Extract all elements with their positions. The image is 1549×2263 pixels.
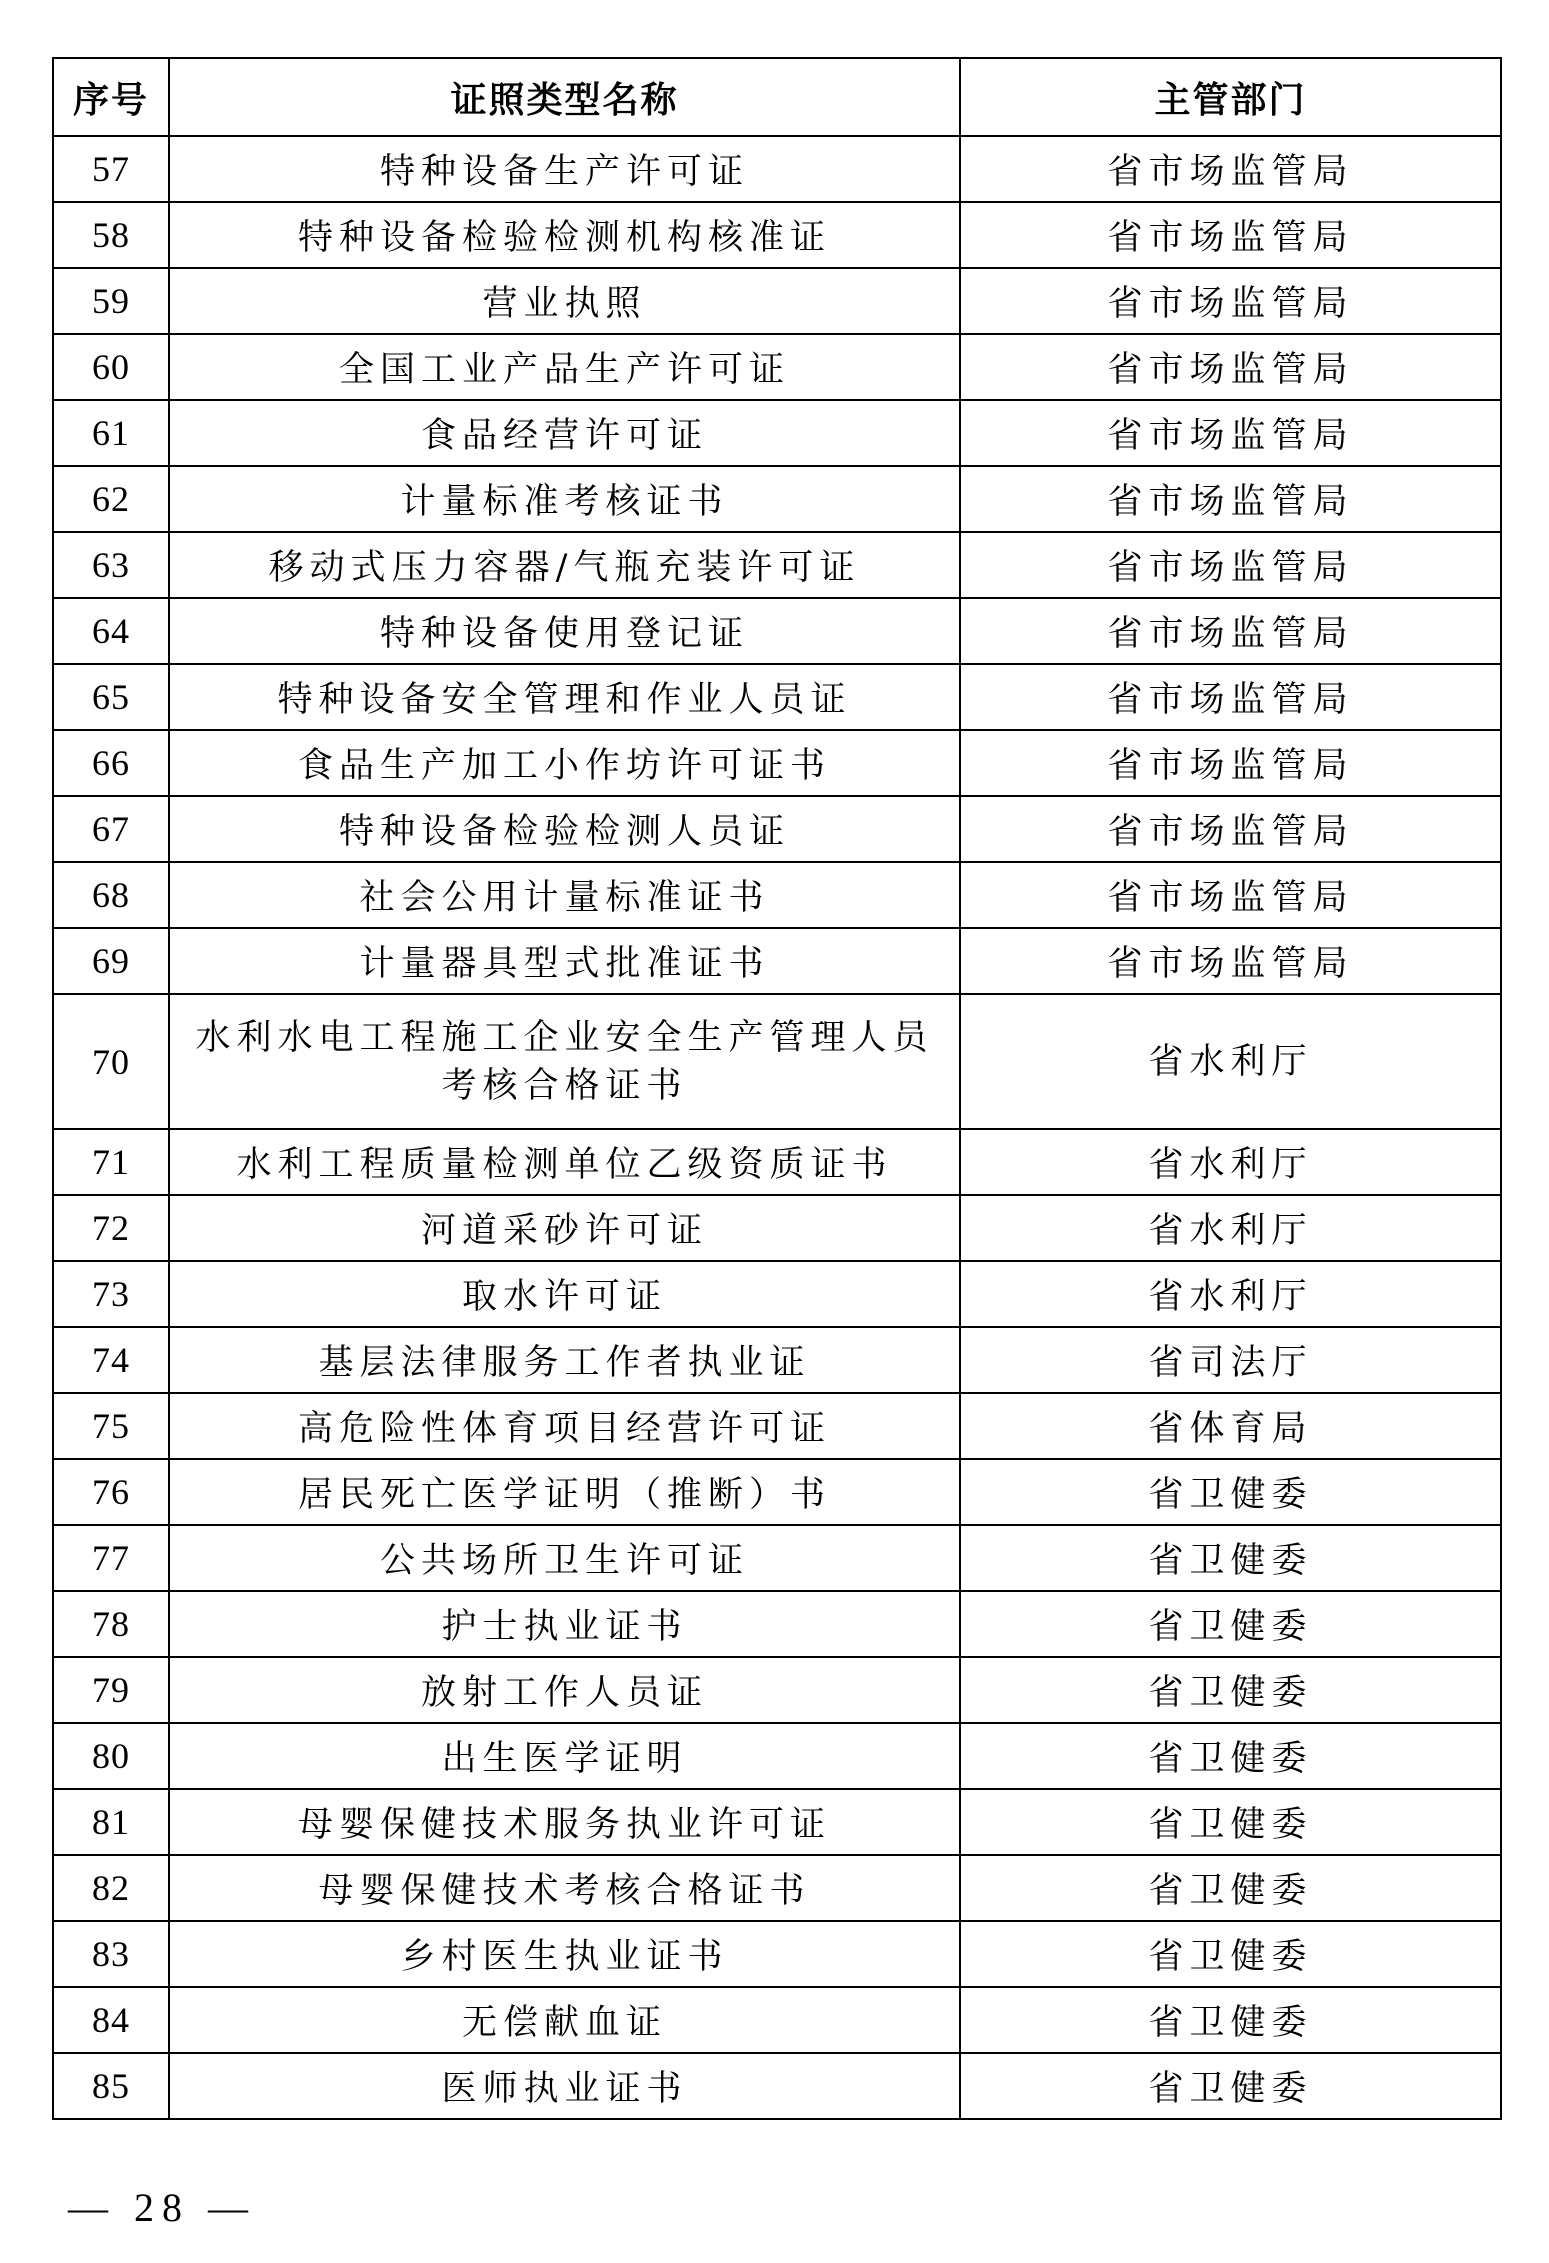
cell-department: 省卫健委 [960, 1723, 1501, 1789]
cell-department: 省市场监管局 [960, 202, 1501, 268]
cell-certificate-name: 居民死亡医学证明（推断）书 [169, 1459, 960, 1525]
table-row [53, 598, 1501, 664]
cell-department: 省市场监管局 [960, 796, 1501, 862]
cell-certificate-name: 放射工作人员证 [169, 1657, 960, 1723]
cell-serial-number: 76 [53, 1459, 169, 1525]
cell-department: 省卫健委 [960, 1855, 1501, 1921]
table-row [53, 334, 1501, 400]
cell-serial-number: 80 [53, 1723, 169, 1789]
cell-department: 省市场监管局 [960, 928, 1501, 994]
cell-serial-number: 69 [53, 928, 169, 994]
table-row [53, 466, 1501, 532]
cell-certificate-name: 全国工业产品生产许可证 [169, 334, 960, 400]
cell-certificate-name: 高危险性体育项目经营许可证 [169, 1393, 960, 1459]
table-row [53, 1261, 1501, 1327]
table-row [53, 1195, 1501, 1261]
cell-serial-number: 75 [53, 1393, 169, 1459]
cell-department: 省卫健委 [960, 1921, 1501, 1987]
cell-department: 省卫健委 [960, 2053, 1501, 2119]
cell-certificate-name-line-1: 水利水电工程施工企业安全生产管理人员 [195, 1017, 934, 1058]
cell-department: 省卫健委 [960, 1789, 1501, 1855]
cell-certificate-name: 河道采砂许可证 [169, 1195, 960, 1261]
cell-serial-number: 74 [53, 1327, 169, 1393]
table-row [53, 532, 1501, 598]
cell-department: 省市场监管局 [960, 400, 1501, 466]
table-row [53, 400, 1501, 466]
page-number: — 28 — [68, 2185, 256, 2230]
cell-department: 省水利厅 [960, 1261, 1501, 1327]
cell-department: 省市场监管局 [960, 334, 1501, 400]
cell-certificate-name: 母婴保健技术考核合格证书 [169, 1855, 960, 1921]
cell-certificate-name: 护士执业证书 [169, 1591, 960, 1657]
cell-serial-number: 77 [53, 1525, 169, 1591]
cell-department: 省卫健委 [960, 1459, 1501, 1525]
cell-certificate-name: 社会公用计量标准证书 [169, 862, 960, 928]
cell-department: 省市场监管局 [960, 466, 1501, 532]
table-row [53, 1789, 1501, 1855]
cell-serial-number: 79 [53, 1657, 169, 1723]
cell-department: 省司法厅 [960, 1327, 1501, 1393]
cell-serial-number: 59 [53, 268, 169, 334]
table-row [53, 1459, 1501, 1525]
table-row [53, 1987, 1501, 2053]
cell-serial-number: 81 [53, 1789, 169, 1855]
cell-serial-number: 64 [53, 598, 169, 664]
table-row [53, 664, 1501, 730]
table-row [53, 1393, 1501, 1459]
table-row [53, 994, 1501, 1129]
cell-certificate-name: 水利工程质量检测单位乙级资质证书 [169, 1129, 960, 1195]
cell-certificate-name: 乡村医生执业证书 [169, 1921, 960, 1987]
cell-serial-number: 84 [53, 1987, 169, 2053]
cell-department: 省水利厅 [960, 1129, 1501, 1195]
table-row [53, 268, 1501, 334]
table-row [53, 862, 1501, 928]
table-row [53, 2053, 1501, 2119]
header-certificate-name: 证照类型名称 [169, 58, 960, 136]
cell-department: 省体育局 [960, 1393, 1501, 1459]
cell-certificate-name: 无偿献血证 [169, 1987, 960, 2053]
cell-department: 省市场监管局 [960, 136, 1501, 202]
table-row [53, 1855, 1501, 1921]
cell-certificate-name: 特种设备检验检测人员证 [169, 796, 960, 862]
table-row [53, 928, 1501, 994]
cell-department: 省卫健委 [960, 1657, 1501, 1723]
table-row [53, 1129, 1501, 1195]
cell-department: 省水利厅 [960, 1195, 1501, 1261]
cell-certificate-name: 取水许可证 [169, 1261, 960, 1327]
cell-certificate-name: 计量标准考核证书 [169, 466, 960, 532]
cell-serial-number: 61 [53, 400, 169, 466]
cell-serial-number: 72 [53, 1195, 169, 1261]
cell-serial-number: 78 [53, 1591, 169, 1657]
cell-certificate-name: 营业执照 [169, 268, 960, 334]
table-row [53, 730, 1501, 796]
table-row [53, 202, 1501, 268]
cell-department: 省市场监管局 [960, 730, 1501, 796]
cell-serial-number: 67 [53, 796, 169, 862]
cell-certificate-name-line-2: 考核合格证书 [441, 1065, 688, 1106]
cell-certificate-name: 公共场所卫生许可证 [169, 1525, 960, 1591]
table-header-row [53, 58, 1501, 136]
cell-serial-number: 71 [53, 1129, 169, 1195]
cell-serial-number: 70 [53, 994, 169, 1129]
cell-department: 省市场监管局 [960, 532, 1501, 598]
cell-department: 省卫健委 [960, 1525, 1501, 1591]
cell-department: 省卫健委 [960, 1987, 1501, 2053]
cell-serial-number: 85 [53, 2053, 169, 2119]
cell-serial-number: 63 [53, 532, 169, 598]
cell-certificate-name [169, 994, 960, 1129]
cell-certificate-name: 计量器具型式批准证书 [169, 928, 960, 994]
cell-department: 省市场监管局 [960, 268, 1501, 334]
table-row [53, 136, 1501, 202]
cell-certificate-name: 特种设备生产许可证 [169, 136, 960, 202]
cell-serial-number: 83 [53, 1921, 169, 1987]
cell-certificate-name: 出生医学证明 [169, 1723, 960, 1789]
cell-department: 省卫健委 [960, 1591, 1501, 1657]
cell-certificate-name: 特种设备使用登记证 [169, 598, 960, 664]
cell-certificate-name: 移动式压力容器/气瓶充装许可证 [169, 532, 960, 598]
table-row [53, 1723, 1501, 1789]
cell-serial-number: 65 [53, 664, 169, 730]
cell-certificate-name: 食品经营许可证 [169, 400, 960, 466]
cell-serial-number: 66 [53, 730, 169, 796]
cell-department: 省市场监管局 [960, 664, 1501, 730]
table-row [53, 1921, 1501, 1987]
table-row [53, 1657, 1501, 1723]
cell-serial-number: 58 [53, 202, 169, 268]
cell-serial-number: 82 [53, 1855, 169, 1921]
cell-department: 省市场监管局 [960, 862, 1501, 928]
cell-serial-number: 68 [53, 862, 169, 928]
cell-certificate-name: 特种设备安全管理和作业人员证 [169, 664, 960, 730]
cell-certificate-name: 母婴保健技术服务执业许可证 [169, 1789, 960, 1855]
header-department: 主管部门 [960, 58, 1501, 136]
cell-certificate-name: 医师执业证书 [169, 2053, 960, 2119]
table-row [53, 1327, 1501, 1393]
cell-certificate-name: 食品生产加工小作坊许可证书 [169, 730, 960, 796]
cell-serial-number: 73 [53, 1261, 169, 1327]
table-row [53, 1591, 1501, 1657]
header-serial-number: 序号 [53, 58, 169, 136]
cell-serial-number: 57 [53, 136, 169, 202]
cell-department: 省市场监管局 [960, 598, 1501, 664]
table-row [53, 1525, 1501, 1591]
cell-certificate-name: 基层法律服务工作者执业证 [169, 1327, 960, 1393]
table-row [53, 796, 1501, 862]
certificate-table [52, 57, 1502, 2120]
cell-serial-number: 60 [53, 334, 169, 400]
cell-department: 省水利厅 [960, 994, 1501, 1129]
cell-serial-number: 62 [53, 466, 169, 532]
cell-certificate-name: 特种设备检验检测机构核准证 [169, 202, 960, 268]
